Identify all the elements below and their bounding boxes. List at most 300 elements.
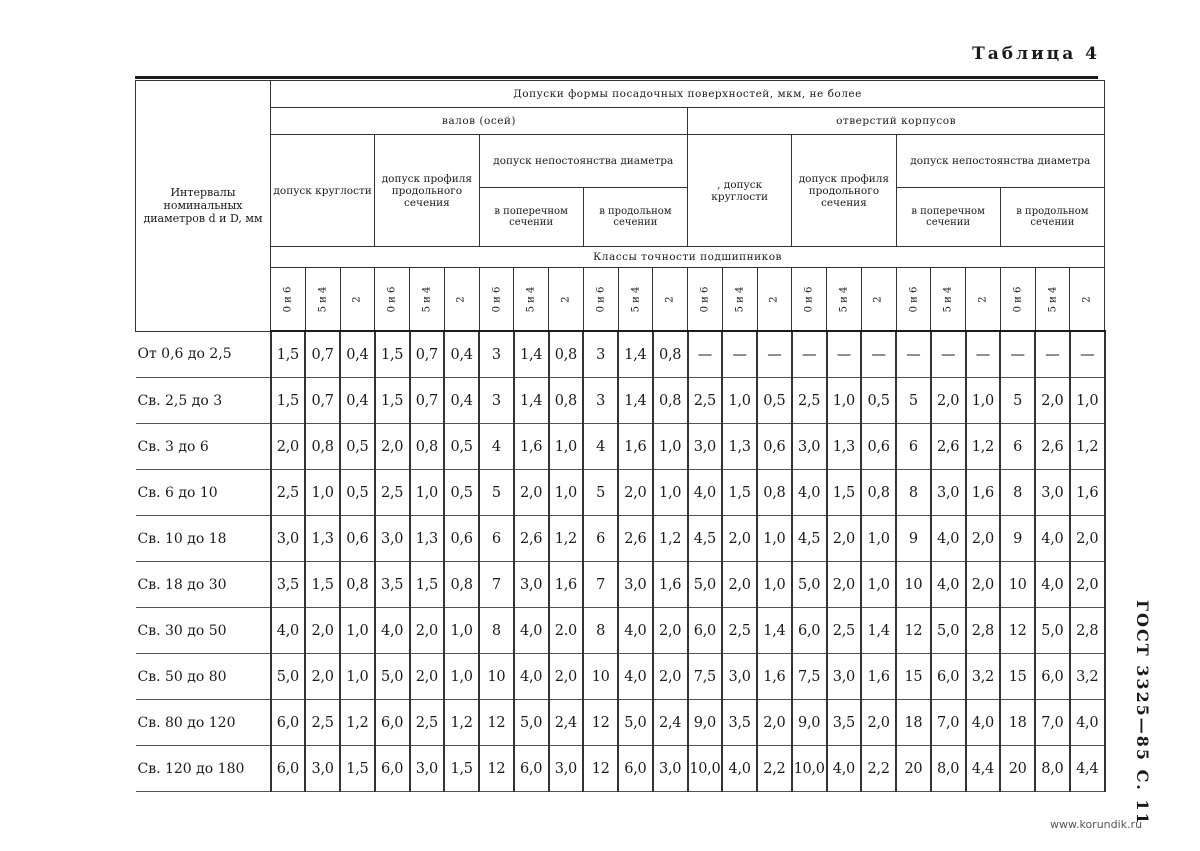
table-row bbox=[136, 378, 1105, 424]
table-cell: 7,5 bbox=[792, 654, 827, 700]
table-cell: 0,7 bbox=[305, 331, 340, 378]
row-label: От 0,6 до 2,5 bbox=[136, 331, 271, 378]
table-cell: 3,0 bbox=[722, 654, 757, 700]
table-cell: 1,5 bbox=[375, 378, 410, 424]
table-cell: 3,5 bbox=[722, 700, 757, 746]
table-cell: 1,0 bbox=[653, 424, 688, 470]
table-cell: 1,2 bbox=[340, 700, 375, 746]
table-cell: 3,0 bbox=[653, 746, 688, 792]
table-cell: 5 bbox=[583, 470, 618, 516]
table-cell: 2,4 bbox=[549, 700, 584, 746]
table-cell: 7,0 bbox=[931, 700, 966, 746]
table-cell: 6,0 bbox=[514, 746, 549, 792]
table-cell: 0,8 bbox=[549, 331, 584, 378]
table-cell: 6,0 bbox=[618, 746, 653, 792]
table-cell: 4 bbox=[479, 424, 514, 470]
row-label: Св. 50 до 80 bbox=[136, 654, 271, 700]
table-cell: 0,4 bbox=[340, 378, 375, 424]
table-cell: 5,0 bbox=[514, 700, 549, 746]
table-cell: 9 bbox=[896, 516, 931, 562]
shaft-long-section-header: в продольном сечении bbox=[583, 188, 687, 247]
table-cell: — bbox=[757, 331, 792, 378]
table-cell: 8 bbox=[479, 608, 514, 654]
table-cell: 5,0 bbox=[375, 654, 410, 700]
table-cell: 9,0 bbox=[792, 700, 827, 746]
table-cell: 0,8 bbox=[757, 470, 792, 516]
table-cell: 1,6 bbox=[966, 470, 1001, 516]
table-cell: 3,0 bbox=[514, 562, 549, 608]
table-cell: — bbox=[827, 331, 862, 378]
table-cell: 1,0 bbox=[549, 424, 584, 470]
class-label: 0 и 6 bbox=[479, 268, 514, 332]
table-row bbox=[136, 516, 1105, 562]
housings-header: отверстий корпусов bbox=[688, 108, 1105, 135]
table-cell: 10 bbox=[583, 654, 618, 700]
class-label: 5 и 4 bbox=[514, 268, 549, 332]
table-cell: 10,0 bbox=[792, 746, 827, 792]
table-cell: — bbox=[1035, 331, 1070, 378]
table-cell: 6 bbox=[583, 516, 618, 562]
table-cell: 0,8 bbox=[653, 331, 688, 378]
class-label: 0 и 6 bbox=[583, 268, 618, 332]
table-cell: 7 bbox=[583, 562, 618, 608]
table-cell: 1,5 bbox=[305, 562, 340, 608]
table-cell: 1,0 bbox=[827, 378, 862, 424]
table-cell: 4,0 bbox=[1035, 516, 1070, 562]
table-cell: 12 bbox=[479, 700, 514, 746]
shafts-header: валов (осей) bbox=[271, 108, 688, 135]
class-label: 0 и 6 bbox=[792, 268, 827, 332]
table-cell: — bbox=[1070, 331, 1105, 378]
class-label: 2 bbox=[340, 268, 375, 332]
table-cell: 3,2 bbox=[1070, 654, 1105, 700]
table-cell: 0,4 bbox=[340, 331, 375, 378]
row-label: Св. 30 до 50 bbox=[136, 608, 271, 654]
table-cell: 0,8 bbox=[305, 424, 340, 470]
table-cell: 18 bbox=[1000, 700, 1035, 746]
table-cell: 1,4 bbox=[861, 608, 896, 654]
table-cell: 0,8 bbox=[410, 424, 445, 470]
table-cell: 2,0 bbox=[1070, 562, 1105, 608]
table-cell: 1,5 bbox=[271, 378, 306, 424]
table-cell: 1,0 bbox=[340, 654, 375, 700]
table-cell: 2,0 bbox=[375, 424, 410, 470]
table-cell: 1,0 bbox=[410, 470, 445, 516]
watermark: www.korundik.ru bbox=[1050, 818, 1143, 831]
table-cell: 3 bbox=[479, 331, 514, 378]
table-cell: 6,0 bbox=[375, 746, 410, 792]
table-cell: 12 bbox=[1000, 608, 1035, 654]
table-cell: 4,5 bbox=[688, 516, 723, 562]
table-cell: 6,0 bbox=[271, 746, 306, 792]
table-cell: 2,0 bbox=[305, 654, 340, 700]
table-cell: 1,0 bbox=[757, 562, 792, 608]
class-label: 5 и 4 bbox=[305, 268, 340, 332]
table-cell: 8 bbox=[1000, 470, 1035, 516]
class-label: 2 bbox=[549, 268, 584, 332]
table-cell: 4,0 bbox=[618, 654, 653, 700]
table-cell: 2,0 bbox=[271, 424, 306, 470]
table-cell: 4,0 bbox=[1070, 700, 1105, 746]
gost-side-label: ГОСТ 3325—85 С. 11 bbox=[1133, 600, 1152, 826]
table-cell: 3 bbox=[583, 331, 618, 378]
table-cell: 10 bbox=[1000, 562, 1035, 608]
table-cell: 1,6 bbox=[1070, 470, 1105, 516]
table-cell: 1,3 bbox=[410, 516, 445, 562]
class-label: 0 и 6 bbox=[688, 268, 723, 332]
table-cell: — bbox=[966, 331, 1001, 378]
table-row bbox=[136, 562, 1105, 608]
table-cell: 3,0 bbox=[931, 470, 966, 516]
table-cell: 3,0 bbox=[792, 424, 827, 470]
table-cell: 2,0 bbox=[410, 608, 445, 654]
table-cell: 0,7 bbox=[410, 378, 445, 424]
table-cell: 1,5 bbox=[827, 470, 862, 516]
table-cell: 2,0 bbox=[966, 516, 1001, 562]
housing-profile-header: допуск профиля продольного сечения bbox=[792, 135, 896, 247]
table-cell: 1,3 bbox=[305, 516, 340, 562]
table-cell: 0,5 bbox=[444, 470, 479, 516]
table-cell: 4,0 bbox=[514, 654, 549, 700]
table-cell: 3,0 bbox=[271, 516, 306, 562]
row-label: Св. 80 до 120 bbox=[136, 700, 271, 746]
table-cell: 18 bbox=[896, 700, 931, 746]
table-cell: 1,6 bbox=[514, 424, 549, 470]
class-label: 2 bbox=[653, 268, 688, 332]
table-cell: 1,0 bbox=[444, 654, 479, 700]
table-cell: 6,0 bbox=[688, 608, 723, 654]
table-cell: 2,0 bbox=[966, 562, 1001, 608]
table-cell: 2.0 bbox=[549, 608, 584, 654]
class-label: 0 и 6 bbox=[375, 268, 410, 332]
table-cell: 1,6 bbox=[757, 654, 792, 700]
table-cell: 1,2 bbox=[549, 516, 584, 562]
row-label: Св. 18 до 30 bbox=[136, 562, 271, 608]
table-cell: 4 bbox=[583, 424, 618, 470]
table-cell: 0,8 bbox=[444, 562, 479, 608]
table-cell: 1,2 bbox=[444, 700, 479, 746]
table-cell: 2,5 bbox=[827, 608, 862, 654]
table-cell: 1,0 bbox=[549, 470, 584, 516]
table-cell: 3 bbox=[479, 378, 514, 424]
table-cell: 12 bbox=[583, 700, 618, 746]
table-cell: 7 bbox=[479, 562, 514, 608]
table-cell: 4,0 bbox=[271, 608, 306, 654]
table-cell: 2,5 bbox=[305, 700, 340, 746]
table-cell: 2,0 bbox=[861, 700, 896, 746]
top-rule bbox=[135, 76, 1098, 79]
table-cell: 10,0 bbox=[688, 746, 723, 792]
row-label: Св. 2,5 до 3 bbox=[136, 378, 271, 424]
table-cell: 5,0 bbox=[792, 562, 827, 608]
table-cell: 1,0 bbox=[340, 608, 375, 654]
table-cell: 3,0 bbox=[618, 562, 653, 608]
table-cell: 0,6 bbox=[340, 516, 375, 562]
table-cell: 3,0 bbox=[375, 516, 410, 562]
table-row bbox=[136, 608, 1105, 654]
shaft-roundness-header: допуск круглости bbox=[271, 135, 375, 247]
table-cell: 2,2 bbox=[861, 746, 896, 792]
table-cell: — bbox=[722, 331, 757, 378]
row-label: Св. 3 до 6 bbox=[136, 424, 271, 470]
table-cell: 0,6 bbox=[444, 516, 479, 562]
class-label: 2 bbox=[444, 268, 479, 332]
table-cell: 1,6 bbox=[549, 562, 584, 608]
table-cell: — bbox=[1000, 331, 1035, 378]
table-cell: 2,5 bbox=[271, 470, 306, 516]
table-cell: 2,0 bbox=[514, 470, 549, 516]
table-cell: — bbox=[688, 331, 723, 378]
form-tolerances-header: Допуски формы посадочных поверхностей, мкм, не более bbox=[271, 81, 1105, 108]
table-cell: 2,6 bbox=[514, 516, 549, 562]
table-cell: 2,0 bbox=[827, 516, 862, 562]
class-label: 5 и 4 bbox=[722, 268, 757, 332]
table-cell: 1,0 bbox=[861, 516, 896, 562]
table-cell: 12 bbox=[479, 746, 514, 792]
table-cell: 1,4 bbox=[514, 331, 549, 378]
table-cell: 2,0 bbox=[653, 608, 688, 654]
class-label: 2 bbox=[966, 268, 1001, 332]
table-cell: 8,0 bbox=[931, 746, 966, 792]
table-cell: 1,0 bbox=[653, 470, 688, 516]
table-cell: — bbox=[792, 331, 827, 378]
table-cell: 1,4 bbox=[757, 608, 792, 654]
table-cell: 0,6 bbox=[757, 424, 792, 470]
table-cell: 3,0 bbox=[688, 424, 723, 470]
table-cell: 10 bbox=[896, 562, 931, 608]
table-cell: 0,7 bbox=[305, 378, 340, 424]
table-row bbox=[136, 331, 1105, 378]
table-cell: 4,0 bbox=[618, 608, 653, 654]
table-cell: 3,0 bbox=[827, 654, 862, 700]
table-cell: 1,0 bbox=[722, 378, 757, 424]
table-cell: 2,0 bbox=[757, 700, 792, 746]
table-cell: 0,7 bbox=[410, 331, 445, 378]
table-row bbox=[136, 424, 1105, 470]
table-cell: 1,2 bbox=[653, 516, 688, 562]
table-cell: 0,4 bbox=[444, 378, 479, 424]
table-cell: 0,5 bbox=[444, 424, 479, 470]
table-cell: — bbox=[931, 331, 966, 378]
class-label: 5 и 4 bbox=[1035, 268, 1070, 332]
class-label: 0 и 6 bbox=[1000, 268, 1035, 332]
table-cell: 4,0 bbox=[514, 608, 549, 654]
table-cell: 2,0 bbox=[1035, 378, 1070, 424]
class-label: 5 и 4 bbox=[618, 268, 653, 332]
table-cell: 1,0 bbox=[1070, 378, 1105, 424]
table-row bbox=[136, 654, 1105, 700]
table-cell: 2,5 bbox=[792, 378, 827, 424]
table-cell: 5,0 bbox=[618, 700, 653, 746]
table-cell: 6,0 bbox=[271, 700, 306, 746]
table-cell: 6,0 bbox=[931, 654, 966, 700]
class-label: 0 и 6 bbox=[896, 268, 931, 332]
table-cell: 0,5 bbox=[340, 470, 375, 516]
table-cell: 1,4 bbox=[618, 378, 653, 424]
table-cell: 2,5 bbox=[722, 608, 757, 654]
table-cell: 3,5 bbox=[827, 700, 862, 746]
table-cell: 6 bbox=[1000, 424, 1035, 470]
table-cell: 0,5 bbox=[757, 378, 792, 424]
table-cell: 3,0 bbox=[305, 746, 340, 792]
table-cell: 1,0 bbox=[305, 470, 340, 516]
table-cell: 2,0 bbox=[549, 654, 584, 700]
tolerance-table bbox=[135, 80, 1106, 792]
table-cell: 1,5 bbox=[722, 470, 757, 516]
table-cell: 5,0 bbox=[688, 562, 723, 608]
table-cell: 9 bbox=[1000, 516, 1035, 562]
table-cell: 5 bbox=[896, 378, 931, 424]
class-label: 2 bbox=[861, 268, 896, 332]
table-cell: 2,0 bbox=[618, 470, 653, 516]
table-cell: 4,4 bbox=[1070, 746, 1105, 792]
table-cell: 1,5 bbox=[340, 746, 375, 792]
table-cell: 2,0 bbox=[722, 516, 757, 562]
housing-roundness-header: , допуск круглости bbox=[688, 135, 792, 247]
table-cell: 10 bbox=[479, 654, 514, 700]
table-row bbox=[136, 746, 1105, 792]
table-cell: 0,8 bbox=[653, 378, 688, 424]
table-cell: 2,0 bbox=[653, 654, 688, 700]
row-label: Св. 10 до 18 bbox=[136, 516, 271, 562]
table-cell: 0,6 bbox=[861, 424, 896, 470]
table-cell: 20 bbox=[1000, 746, 1035, 792]
table-cell: 0,8 bbox=[340, 562, 375, 608]
table-cell: 20 bbox=[896, 746, 931, 792]
table-cell: 1,0 bbox=[861, 562, 896, 608]
table-cell: 6,0 bbox=[1035, 654, 1070, 700]
housing-long-section-header: в продольном сечении bbox=[1000, 188, 1104, 247]
classes-header: Классы точности подшипников bbox=[271, 247, 1105, 268]
table-cell: 1,4 bbox=[514, 378, 549, 424]
row-label: Св. 120 до 180 bbox=[136, 746, 271, 792]
table-cell: 5,0 bbox=[1035, 608, 1070, 654]
table-cell: 0,5 bbox=[861, 378, 896, 424]
class-label: 5 и 4 bbox=[931, 268, 966, 332]
table-cell: 2,0 bbox=[1070, 516, 1105, 562]
table-cell: 3,0 bbox=[410, 746, 445, 792]
shaft-cross-section-header: в поперечном сечении bbox=[479, 188, 583, 247]
table-cell: 3,0 bbox=[1035, 470, 1070, 516]
table-cell: 6,0 bbox=[792, 608, 827, 654]
table-cell: 9,0 bbox=[688, 700, 723, 746]
table-cell: 2,6 bbox=[618, 516, 653, 562]
table-cell: 7,5 bbox=[688, 654, 723, 700]
table-cell: 1,6 bbox=[653, 562, 688, 608]
table-cell: 1,5 bbox=[271, 331, 306, 378]
table-cell: 8,0 bbox=[1035, 746, 1070, 792]
table-cell: 4,0 bbox=[1035, 562, 1070, 608]
row-label: Св. 6 до 10 bbox=[136, 470, 271, 516]
table-cell: 2,2 bbox=[757, 746, 792, 792]
table-cell: 3,5 bbox=[375, 562, 410, 608]
class-label: 5 и 4 bbox=[410, 268, 445, 332]
table-cell: 2,6 bbox=[931, 424, 966, 470]
table-cell: — bbox=[861, 331, 896, 378]
table-cell: 7,0 bbox=[1035, 700, 1070, 746]
table-cell: 2,5 bbox=[410, 700, 445, 746]
table-cell: 2,0 bbox=[827, 562, 862, 608]
table-cell: 2,5 bbox=[375, 470, 410, 516]
class-label: 2 bbox=[757, 268, 792, 332]
table-cell: — bbox=[896, 331, 931, 378]
table-cell: 2,4 bbox=[653, 700, 688, 746]
table-cell: 8 bbox=[583, 608, 618, 654]
table-cell: 0,5 bbox=[340, 424, 375, 470]
table-cell: 4,0 bbox=[722, 746, 757, 792]
table-cell: 2,0 bbox=[410, 654, 445, 700]
table-cell: 4,4 bbox=[966, 746, 1001, 792]
table-cell: 15 bbox=[1000, 654, 1035, 700]
table-cell: 4,0 bbox=[792, 470, 827, 516]
housing-inconstancy-header: допуск непостоянства диаметра bbox=[896, 135, 1105, 188]
table-cell: 4,5 bbox=[792, 516, 827, 562]
table-cell: 1,0 bbox=[757, 516, 792, 562]
row-header: Интервалы номинальных диаметров d и D, мм bbox=[136, 81, 271, 332]
table-cell: 4,0 bbox=[375, 608, 410, 654]
table-row bbox=[136, 700, 1105, 746]
class-label: 5 и 4 bbox=[827, 268, 862, 332]
table-cell: 5,0 bbox=[931, 608, 966, 654]
table-cell: 1,3 bbox=[722, 424, 757, 470]
table-cell: 4,0 bbox=[931, 516, 966, 562]
table-cell: 2,0 bbox=[931, 378, 966, 424]
table-cell: 6 bbox=[479, 516, 514, 562]
table-cell: 15 bbox=[896, 654, 931, 700]
table-cell: 1,4 bbox=[618, 331, 653, 378]
table-cell: 1,3 bbox=[827, 424, 862, 470]
table-cell: 6,0 bbox=[375, 700, 410, 746]
table-cell: 4,0 bbox=[688, 470, 723, 516]
housing-cross-section-header: в поперечном сечении bbox=[896, 188, 1000, 247]
class-label: 2 bbox=[1070, 268, 1105, 332]
table-cell: 5,0 bbox=[271, 654, 306, 700]
table-cell: 1,6 bbox=[618, 424, 653, 470]
table-cell: 1,0 bbox=[966, 378, 1001, 424]
table-cell: 2,5 bbox=[688, 378, 723, 424]
table-cell: 2,0 bbox=[722, 562, 757, 608]
table-cell: 1,5 bbox=[410, 562, 445, 608]
table-cell: 1,5 bbox=[375, 331, 410, 378]
table-cell: 1,0 bbox=[444, 608, 479, 654]
table-cell: 4,0 bbox=[931, 562, 966, 608]
table-cell: 3,2 bbox=[966, 654, 1001, 700]
table-cell: 6 bbox=[896, 424, 931, 470]
table-cell: 5 bbox=[479, 470, 514, 516]
shaft-inconstancy-header: допуск непостоянства диаметра bbox=[479, 135, 688, 188]
table-cell: 12 bbox=[583, 746, 618, 792]
table-cell: 0,8 bbox=[861, 470, 896, 516]
table-cell: 1,2 bbox=[1070, 424, 1105, 470]
table-cell: 0,8 bbox=[549, 378, 584, 424]
table-row bbox=[136, 470, 1105, 516]
table-cell: 1,6 bbox=[861, 654, 896, 700]
table-cell: 4,0 bbox=[966, 700, 1001, 746]
table-cell: 2,8 bbox=[1070, 608, 1105, 654]
class-label: 0 и 6 bbox=[271, 268, 306, 332]
table-cell: 3,0 bbox=[549, 746, 584, 792]
table-cell: 3 bbox=[583, 378, 618, 424]
shaft-profile-header: допуск профиля продольного сечения bbox=[375, 135, 479, 247]
table-cell: 1,2 bbox=[966, 424, 1001, 470]
table-cell: 3,5 bbox=[271, 562, 306, 608]
table-cell: 2,6 bbox=[1035, 424, 1070, 470]
table-cell: 1,5 bbox=[444, 746, 479, 792]
table-cell: 2,0 bbox=[305, 608, 340, 654]
table-title: Таблица 4 bbox=[972, 44, 1100, 64]
table-cell: 12 bbox=[896, 608, 931, 654]
table-cell: 8 bbox=[896, 470, 931, 516]
